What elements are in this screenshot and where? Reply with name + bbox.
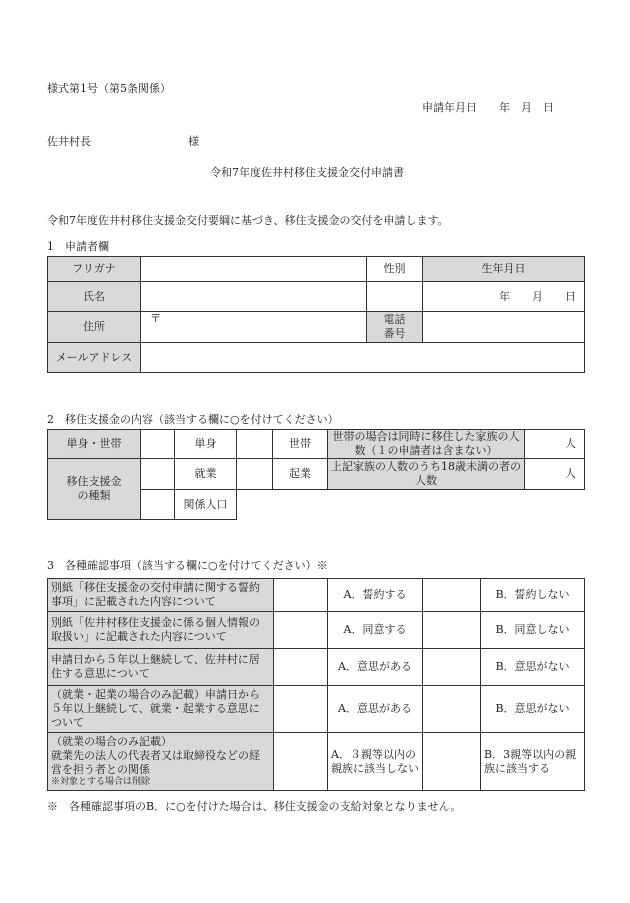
section1-heading: 1 申請者欄 — [47, 240, 109, 253]
option-a-label: A．同意する — [328, 612, 423, 649]
minors-count-note: 上記家族の人数のうち18歳未満の者の人数 — [328, 459, 525, 490]
address-label: 住所 — [48, 312, 141, 343]
intro-text: 令和7年度佐井村移住支援金交付要綱に基づき、移住支援金の交付を申請します。 — [47, 214, 449, 227]
option-b-circle-cell[interactable] — [423, 579, 481, 612]
option-b-label: B．意思がない — [481, 649, 585, 686]
support-type-label: 移住支援金 の種類 — [48, 459, 141, 520]
birthdate-label: 生年月日 — [423, 257, 585, 282]
document-title: 令和7年度佐井村移住支援金交付申請書 — [210, 166, 404, 179]
address-field[interactable] — [141, 312, 367, 343]
single-circle-cell[interactable] — [141, 430, 175, 459]
minors-count-field[interactable]: 人 — [525, 459, 585, 490]
option-b-circle-cell[interactable] — [423, 733, 481, 791]
startup-label: 起業 — [273, 459, 328, 490]
footnote: ※ 各種確認事項のB．に○を付けた場合は、移住支援金の支給対象となりません。 — [47, 800, 462, 813]
option-b-label: B．3親等以内の親族に該当する — [481, 733, 585, 791]
related-population-label: 関係人口 — [175, 490, 237, 520]
option-b-label: B．誓約しない — [481, 579, 585, 612]
form-number: 様式第1号（第5条関係） — [47, 82, 171, 95]
household-count-field[interactable]: 人 — [525, 430, 585, 459]
gender-field[interactable] — [367, 282, 423, 312]
household-label: 世帯 — [273, 430, 328, 459]
option-a-circle-cell[interactable] — [274, 579, 328, 612]
phone-field[interactable] — [423, 312, 585, 343]
confirmation-label: 別紙「移住支援金の交付申請に関する誓約事項」に記載された内容について — [48, 579, 274, 612]
honorific: 様 — [188, 135, 199, 148]
confirmation-table — [47, 578, 585, 791]
email-field[interactable] — [141, 343, 585, 373]
option-b-circle-cell[interactable] — [423, 612, 481, 649]
single-household-label: 単身・世帯 — [48, 430, 141, 459]
confirmation-label-relationship: （就業の場合のみ記載） 就業先の法人の代表者又は取締役などの経営を担う者との関係 ※対象とする場合は削除 — [48, 733, 274, 791]
household-circle-cell[interactable] — [237, 430, 273, 459]
option-b-label: B．意思がない — [481, 686, 585, 733]
birthdate-field[interactable]: 年 月 日 — [423, 282, 585, 312]
section3-heading: 3 各種確認事項（該当する欄に○を付けてください）※ — [47, 559, 328, 572]
option-a-circle-cell[interactable] — [274, 649, 328, 686]
blank-area — [237, 490, 585, 520]
option-a-label: A．３親等以内の親族に該当しない — [328, 733, 423, 791]
option-a-label: A．意思がある — [328, 686, 423, 733]
option-a-label: A．誓約する — [328, 579, 423, 612]
section2-heading: 2 移住支援金の内容（該当する欄に○を付けてください） — [47, 413, 339, 426]
application-date-line: 申請年月日 年 月 日 — [422, 101, 554, 114]
option-a-circle-cell[interactable] — [274, 686, 328, 733]
confirmation-label: 別紙「佐井村移住支援金に係る個人情報の取扱い」に記載された内容について — [48, 612, 274, 649]
employment-circle-cell[interactable] — [141, 459, 175, 490]
household-count-note: 世帯の場合は同時に移住した家族の人数（１の申請者は含まない） — [328, 430, 525, 459]
name-field[interactable] — [141, 282, 367, 312]
option-b-circle-cell[interactable] — [423, 686, 481, 733]
option-a-circle-cell[interactable] — [274, 733, 328, 791]
option-b-label: B．同意しない — [481, 612, 585, 649]
applicant-table — [47, 256, 585, 373]
option-b-circle-cell[interactable] — [423, 649, 481, 686]
furigana-label: フリガナ — [48, 257, 141, 282]
deletion-note: ※対象とする場合は削除 — [51, 776, 151, 787]
addressee: 佐井村長 — [47, 135, 91, 148]
option-a-label: A．意思がある — [328, 649, 423, 686]
gender-label: 性別 — [367, 257, 423, 282]
support-content-table — [47, 429, 585, 520]
postal-mark: 〒 — [150, 312, 161, 325]
option-a-circle-cell[interactable] — [274, 612, 328, 649]
confirmation-label: 申請日から５年以上継続して、佐井村に居住する意思について — [48, 649, 274, 686]
phone-label: 電話 番号 — [367, 312, 423, 343]
single-label: 単身 — [175, 430, 237, 459]
related-population-circle-cell[interactable] — [141, 490, 175, 520]
confirmation-label: （就業・起業の場合のみ記載）申請日から５年以上継続して、就業・起業する意思について — [48, 686, 274, 733]
startup-circle-cell[interactable] — [237, 459, 273, 490]
employment-label: 就業 — [175, 459, 237, 490]
email-label: メールアドレス — [48, 343, 141, 373]
furigana-field[interactable] — [141, 257, 367, 282]
name-label: 氏名 — [48, 282, 141, 312]
